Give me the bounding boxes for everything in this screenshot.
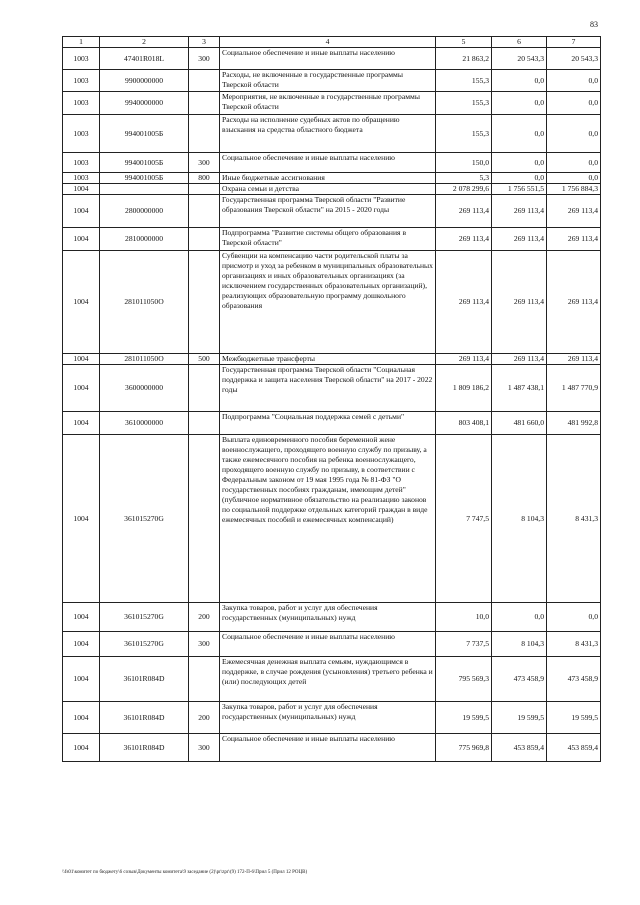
cell-section: 1003 — [63, 70, 100, 92]
cell-name: Социальное обеспечение и иные выплаты населению — [220, 153, 436, 173]
cell-section: 1004 — [63, 228, 100, 251]
cell-amount-1: 7 737,5 — [436, 632, 492, 657]
cell-amount-1: 269 113,4 — [436, 195, 492, 228]
cell-section: 1004 — [63, 734, 100, 762]
table-row — [63, 173, 601, 184]
table-row — [63, 228, 601, 251]
cell-amount-3: 8 431,3 — [547, 632, 601, 657]
cell-target-code: 281011050О — [100, 251, 189, 354]
cell-target-code: 36101R084D — [100, 702, 189, 734]
cell-section: 1004 — [63, 603, 100, 632]
table-body — [63, 48, 601, 762]
cell-target-code: 361015270G — [100, 435, 189, 603]
cell-expense-type — [189, 70, 220, 92]
cell-amount-3: 453 859,4 — [547, 734, 601, 762]
cell-amount-3: 0,0 — [547, 92, 601, 115]
cell-section: 1003 — [63, 115, 100, 153]
page-number: 83 — [590, 20, 598, 29]
cell-amount-2: 481 660,0 — [492, 412, 547, 435]
cell-name: Закупка товаров, работ и услуг для обеспечения государственных (муниципальных) нужд — [220, 702, 436, 734]
table-row — [63, 354, 601, 365]
cell-name: Расходы на исполнение судебных актов по обращению взыскания на средства областного бюджета — [220, 115, 436, 153]
cell-section: 1003 — [63, 92, 100, 115]
cell-target-code: 9900000000 — [100, 70, 189, 92]
cell-expense-type: 500 — [189, 354, 220, 365]
cell-amount-2: 8 104,3 — [492, 632, 547, 657]
footer-file-path: \\fs01\комитет по бюджету\6 созыв\Документы комитета\9 заседание (2)\pr\zpr\(9) 172-П-6\Прил 5 (Прил 12 РОЦВ) — [62, 870, 308, 875]
cell-expense-type — [189, 412, 220, 435]
cell-name: Субвенции на компенсацию части родительской платы за присмотр и уход за ребенком в муниципальных образовательных организациях и иных образовательных организациях (за исключением государственных образовательных организаций), реализующих образовательную программу дошкольного образования — [220, 251, 436, 354]
header-col-5: 5 — [436, 37, 492, 48]
cell-amount-3: 473 458,9 — [547, 657, 601, 702]
table-row — [63, 184, 601, 195]
cell-amount-1: 155,3 — [436, 70, 492, 92]
header-col-2: 2 — [100, 37, 189, 48]
cell-section: 1004 — [63, 354, 100, 365]
header-col-4: 4 — [220, 37, 436, 48]
cell-target-code: 2800000000 — [100, 195, 189, 228]
cell-amount-2: 0,0 — [492, 115, 547, 153]
cell-amount-2: 0,0 — [492, 92, 547, 115]
cell-target-code: 994001005Б — [100, 173, 189, 184]
cell-section: 1004 — [63, 657, 100, 702]
cell-amount-3: 1 487 770,9 — [547, 365, 601, 412]
cell-amount-2: 8 104,3 — [492, 435, 547, 603]
cell-amount-2: 453 859,4 — [492, 734, 547, 762]
cell-amount-3: 0,0 — [547, 153, 601, 173]
cell-amount-1: 775 969,8 — [436, 734, 492, 762]
cell-name: Мероприятия, не включенные в государственные программы Тверской области — [220, 92, 436, 115]
cell-expense-type: 800 — [189, 173, 220, 184]
cell-target-code: 36101R084D — [100, 734, 189, 762]
cell-target-code: 36101R084D — [100, 657, 189, 702]
cell-section: 1004 — [63, 702, 100, 734]
cell-name: Ежемесячная денежная выплата семьям, нуждающимся в поддержке, в случае рождения (усыновления) третьего ребенка и (или) последующих детей — [220, 657, 436, 702]
cell-amount-3: 269 113,4 — [547, 354, 601, 365]
budget-table — [62, 36, 601, 762]
cell-target-code: 3600000000 — [100, 365, 189, 412]
header-col-7: 7 — [547, 37, 601, 48]
cell-amount-1: 21 863,2 — [436, 48, 492, 70]
cell-amount-2: 269 113,4 — [492, 228, 547, 251]
cell-name: Подпрограмма "Социальная поддержка семей с детьми" — [220, 412, 436, 435]
cell-amount-3: 269 113,4 — [547, 251, 601, 354]
table-row — [63, 92, 601, 115]
cell-expense-type: 200 — [189, 702, 220, 734]
cell-amount-3: 19 599,5 — [547, 702, 601, 734]
cell-section: 1004 — [63, 365, 100, 412]
cell-amount-2: 269 113,4 — [492, 195, 547, 228]
cell-name: Государственная программа Тверской области "Социальная поддержка и защита населения Тверской области" на 2017 - 2022 годы — [220, 365, 436, 412]
cell-target-code: 9940000000 — [100, 92, 189, 115]
cell-name: Социальное обеспечение и иные выплаты населению — [220, 734, 436, 762]
cell-amount-1: 19 599,5 — [436, 702, 492, 734]
cell-target-code: 2810000000 — [100, 228, 189, 251]
cell-amount-3: 0,0 — [547, 70, 601, 92]
table-row — [63, 435, 601, 603]
cell-section: 1003 — [63, 48, 100, 70]
cell-section: 1004 — [63, 251, 100, 354]
cell-name: Социальное обеспечение и иные выплаты населению — [220, 48, 436, 70]
cell-name: Государственная программа Тверской области "Развитие образования Тверской области" на 2015 - 2020 годы — [220, 195, 436, 228]
table-row — [63, 632, 601, 657]
cell-expense-type: 300 — [189, 734, 220, 762]
table-row — [63, 603, 601, 632]
cell-name: Расходы, не включенные в государственные программы Тверской области — [220, 70, 436, 92]
cell-amount-1: 150,0 — [436, 153, 492, 173]
cell-amount-3: 0,0 — [547, 115, 601, 153]
cell-expense-type: 300 — [189, 632, 220, 657]
table-row — [63, 251, 601, 354]
cell-section: 1003 — [63, 173, 100, 184]
cell-amount-1: 269 113,4 — [436, 251, 492, 354]
cell-target-code: 994001005Б — [100, 115, 189, 153]
cell-amount-2: 20 543,3 — [492, 48, 547, 70]
cell-expense-type: 300 — [189, 153, 220, 173]
table-row — [63, 657, 601, 702]
cell-section: 1004 — [63, 195, 100, 228]
cell-expense-type — [189, 228, 220, 251]
cell-section: 1004 — [63, 184, 100, 195]
cell-target-code: 361015270G — [100, 603, 189, 632]
cell-amount-1: 155,3 — [436, 92, 492, 115]
cell-name: Выплата единовременного пособия беременной жене военнослужащего, проходящего военную службу по призыву, а также ежемесячного пособия на ребенка военнослужащего, проходящего военную службу по призыву, в соответствии с Федеральным законом от 19 мая 1995 года № 81-ФЗ "О государственных пособиях гражданам, имеющим детей" (публичное нормативное обязательство на реализацию законов по социальной поддержке отдельных категорий граждан в виде ежемесячных пособий и ежемесячных компенсаций) — [220, 435, 436, 603]
cell-name: Социальное обеспечение и иные выплаты населению — [220, 632, 436, 657]
cell-expense-type — [189, 365, 220, 412]
cell-expense-type — [189, 184, 220, 195]
cell-amount-1: 10,0 — [436, 603, 492, 632]
cell-amount-2: 0,0 — [492, 603, 547, 632]
cell-target-code: 47401R018L — [100, 48, 189, 70]
table-row — [63, 48, 601, 70]
cell-name: Межбюджетные трансферты — [220, 354, 436, 365]
cell-target-code — [100, 184, 189, 195]
cell-amount-2: 1 756 551,5 — [492, 184, 547, 195]
cell-amount-2: 1 487 438,1 — [492, 365, 547, 412]
cell-amount-3: 0,0 — [547, 603, 601, 632]
cell-target-code: 281011050О — [100, 354, 189, 365]
cell-section: 1003 — [63, 153, 100, 173]
cell-name: Иные бюджетные ассигнования — [220, 173, 436, 184]
cell-amount-2: 269 113,4 — [492, 354, 547, 365]
cell-amount-3: 481 992,8 — [547, 412, 601, 435]
cell-name: Подпрограмма "Развитие системы общего образования в Тверской области" — [220, 228, 436, 251]
cell-amount-3: 8 431,3 — [547, 435, 601, 603]
cell-amount-3: 269 113,4 — [547, 195, 601, 228]
cell-amount-1: 155,3 — [436, 115, 492, 153]
cell-target-code: 361015270G — [100, 632, 189, 657]
header-col-3: 3 — [189, 37, 220, 48]
cell-amount-3: 1 756 884,3 — [547, 184, 601, 195]
cell-amount-1: 7 747,5 — [436, 435, 492, 603]
table-row — [63, 153, 601, 173]
cell-expense-type: 300 — [189, 48, 220, 70]
cell-amount-1: 269 113,4 — [436, 228, 492, 251]
table-row — [63, 702, 601, 734]
header-col-1: 1 — [63, 37, 100, 48]
cell-expense-type — [189, 435, 220, 603]
cell-amount-1: 795 569,3 — [436, 657, 492, 702]
header-col-6: 6 — [492, 37, 547, 48]
cell-expense-type — [189, 92, 220, 115]
table-row — [63, 412, 601, 435]
cell-amount-3: 0,0 — [547, 173, 601, 184]
cell-amount-2: 0,0 — [492, 173, 547, 184]
table-row — [63, 115, 601, 153]
cell-expense-type: 200 — [189, 603, 220, 632]
cell-section: 1004 — [63, 412, 100, 435]
table-row — [63, 70, 601, 92]
cell-amount-3: 269 113,4 — [547, 228, 601, 251]
table-row — [63, 195, 601, 228]
cell-amount-3: 20 543,3 — [547, 48, 601, 70]
cell-amount-2: 473 458,9 — [492, 657, 547, 702]
cell-target-code: 994001005Б — [100, 153, 189, 173]
cell-amount-1: 1 809 186,2 — [436, 365, 492, 412]
cell-name: Охрана семьи и детства — [220, 184, 436, 195]
cell-expense-type — [189, 657, 220, 702]
cell-section: 1004 — [63, 435, 100, 603]
cell-expense-type — [189, 251, 220, 354]
header-row — [63, 37, 601, 48]
cell-amount-1: 803 408,1 — [436, 412, 492, 435]
cell-amount-1: 269 113,4 — [436, 354, 492, 365]
cell-section: 1004 — [63, 632, 100, 657]
cell-amount-2: 0,0 — [492, 70, 547, 92]
cell-target-code: 3610000000 — [100, 412, 189, 435]
table-row — [63, 734, 601, 762]
cell-amount-2: 0,0 — [492, 153, 547, 173]
cell-expense-type — [189, 115, 220, 153]
cell-amount-1: 2 078 299,6 — [436, 184, 492, 195]
cell-amount-1: 5,3 — [436, 173, 492, 184]
cell-amount-2: 19 599,5 — [492, 702, 547, 734]
cell-amount-2: 269 113,4 — [492, 251, 547, 354]
table-row — [63, 365, 601, 412]
cell-name: Закупка товаров, работ и услуг для обеспечения государственных (муниципальных) нужд — [220, 603, 436, 632]
cell-expense-type — [189, 195, 220, 228]
